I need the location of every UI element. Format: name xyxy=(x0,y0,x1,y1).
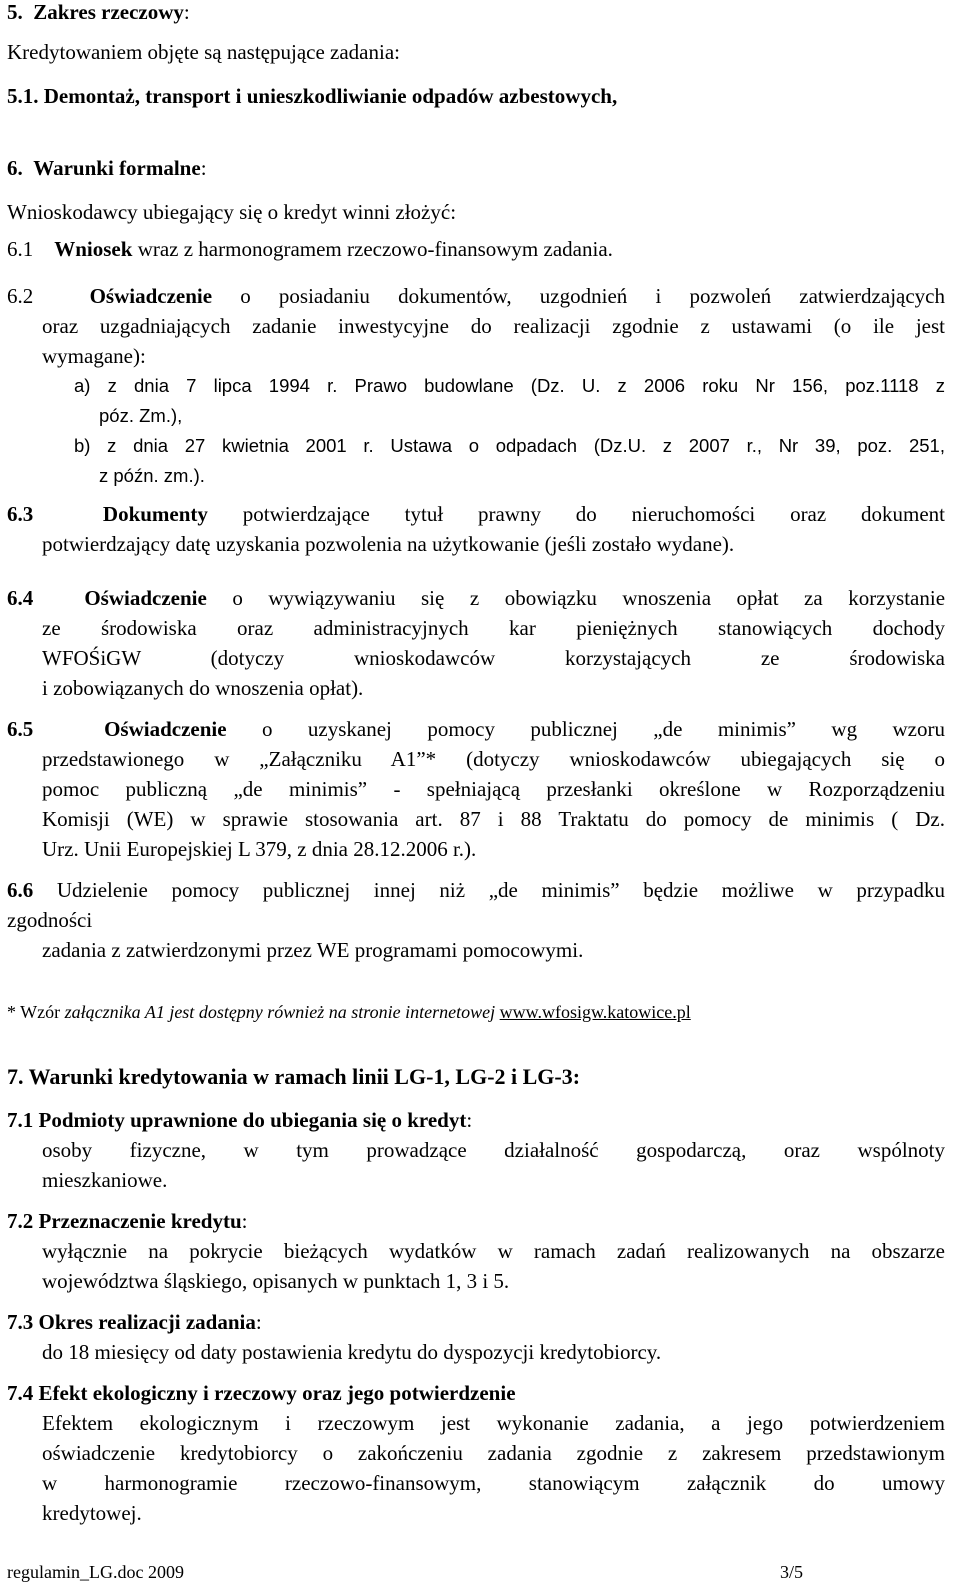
item-7-1-line-2: mieszkaniowe. xyxy=(42,1168,168,1192)
item-6-5-line-4: Komisji (WE) w sprawie stosowania art. 87 i 88 Traktatu do pomocy de minimis ( Dz. xyxy=(42,807,945,831)
item-6-4-line-2: ze środowiska oraz administracyjnych kar pieniężnych stanowiących dochody xyxy=(42,616,945,640)
section-title: Zakres rzeczowy xyxy=(33,0,184,24)
item-6-4-line-4: i zobowiązanych do wnoszenia opłat). xyxy=(42,676,364,700)
item-number: 6.6 xyxy=(7,878,34,902)
item-6-5-line-5: Urz. Unii Europejskiej L 379, z dnia 28.12.2006 r.). xyxy=(42,837,477,861)
item-text: o uzyskanej pomocy publicznej „de minimis” wg wzoru xyxy=(262,717,945,741)
item-6-2-b-line-2: z późn. zm.). xyxy=(99,465,205,486)
item-6-2-line-1 xyxy=(7,281,945,311)
item-6-6-line-1 xyxy=(7,875,945,905)
item-7-1-line-1: osoby fizyczne, w tym prowadzące działalność gospodarczą, oraz wspólnoty xyxy=(42,1138,945,1162)
item-number: 6.3 xyxy=(7,502,34,526)
item-6-2-line-3: wymagane): xyxy=(42,344,146,368)
item-keyword: Oświadczenie xyxy=(89,284,213,308)
item-number: 6.5 xyxy=(7,717,34,741)
item-text: potwierdzające tytuł prawny do nieruchomości oraz dokument xyxy=(242,502,946,526)
item-7-4-heading: 7.4 Efekt ekologiczny i rzeczowy oraz jego potwierdzenie xyxy=(7,1381,516,1405)
item-7-3-heading: 7.3 Okres realizacji zadania: xyxy=(7,1310,262,1334)
item-text: o posiadaniu dokumentów, uzgodnień i pozwoleń zatwierdzających xyxy=(240,284,945,308)
item-heading: 7.1 Podmioty uprawnione do ubiegania się o kredyt xyxy=(7,1108,467,1132)
item-number: 6.4 xyxy=(7,586,34,610)
item-6-6-line-2: zgodności xyxy=(7,908,93,932)
item-6-5-line-2: przedstawionego w „Załączniku A1”* (dotyczy wnioskodawców ubiegających się o xyxy=(42,747,945,771)
item-7-2-heading: 7.2 Przeznaczenie kredytu: xyxy=(7,1209,248,1233)
item-6-2-a-line-1: a) z dnia 7 lipca 1994 r. Prawo budowlane (Dz. U. z 2006 roku Nr 156, poz.1118 z xyxy=(74,375,945,396)
footnote-text: załącznika A1 jest dostępny również na stronie internetowej xyxy=(64,1002,496,1022)
item-6-2-line-2: oraz uzgadniających zadanie inwestycyjne do realizacji zgodnie z ustawami (o ile jest xyxy=(42,314,945,338)
item-6-4-line-3: WFOŚiGW (dotyczy wnioskodawców korzystających ze środowiska xyxy=(42,646,945,670)
footer-filename: regulamin_LG.doc 2009 xyxy=(7,1562,184,1582)
section-title: Warunki formalne xyxy=(33,156,201,180)
footnote-marker: * Wzór xyxy=(7,1002,61,1022)
item-heading: 7.2 Przeznaczenie kredytu xyxy=(7,1209,242,1233)
item-6-1 xyxy=(7,234,945,264)
item-6-5-line-3: pomoc publiczną „de minimis” - spełniającą przesłanki określone w Rozporządzeniu xyxy=(42,777,945,801)
item-6-2-b-line-1: b) z dnia 27 kwietnia 2001 r. Ustawa o odpadach (Dz.U. z 2007 r., Nr 39, poz. 251, xyxy=(74,435,945,456)
item-6-2-a-line-2: póz. Zm.), xyxy=(99,405,183,426)
item-keyword: Oświadczenie xyxy=(104,717,227,741)
item-6-4-line-1 xyxy=(7,583,945,613)
item-number: 6.2 xyxy=(7,284,34,308)
item-keyword: Wniosek xyxy=(54,237,133,261)
item-7-4-line-1: Efektem ekologicznym i rzeczowym jest wykonanie zadania, a jego potwierdzeniem xyxy=(42,1411,945,1435)
item-number: 6.1 xyxy=(7,237,34,261)
item-7-3-line-1: do 18 miesięcy od daty postawienia kredytu do dyspozycji kredytobiorcy. xyxy=(42,1340,662,1364)
item-6-6-line-3: zadania z zatwierdzonymi przez WE programami pomocowymi. xyxy=(42,938,584,962)
item-text: wraz z harmonogramem rzeczowo-finansowym zadania. xyxy=(137,237,613,261)
item-heading: 7.3 Okres realizacji zadania xyxy=(7,1310,256,1334)
item-6-5-line-1 xyxy=(7,714,945,744)
item-5-1: 5.1. Demontaż, transport i unieszkodliwianie odpadów azbestowych, xyxy=(7,84,618,108)
item-7-4-line-3: w harmonogramie rzeczowo-finansowym, stanowiącym załącznik do umowy xyxy=(42,1471,945,1495)
section-number: 5. xyxy=(7,0,23,24)
item-keyword: Oświadczenie xyxy=(84,586,207,610)
item-7-2-line-1: wyłącznie na pokrycie bieżących wydatków w ramach zadań realizowanych na obszarze xyxy=(42,1239,945,1263)
footer-page-number: 3/5 xyxy=(779,1562,803,1582)
item-text: o wywiązywaniu się z obowiązku wnoszenia opłat za korzystanie xyxy=(232,586,946,610)
item-text: Udzielenie pomocy publicznej innej niż „de minimis” będzie możliwe w przypadku xyxy=(56,878,946,902)
item-7-4-line-4: kredytowej. xyxy=(42,1501,142,1525)
item-7-1-heading: 7.1 Podmioty uprawnione do ubiegania się o kredyt: xyxy=(7,1108,473,1132)
section-number: 6. xyxy=(7,156,23,180)
section-6-intro: Wnioskodawcy ubiegający się o kredyt winni złożyć: xyxy=(7,200,457,224)
section-6-heading: 6. Warunki formalne: xyxy=(7,156,207,180)
item-7-2-line-2: województwa śląskiego, opisanych w punktach 1, 3 i 5. xyxy=(42,1269,510,1293)
item-6-3-line-1 xyxy=(7,499,945,529)
item-keyword: Dokumenty xyxy=(102,502,208,526)
website-link[interactable]: www.wfosigw.katowice.pl xyxy=(499,1002,691,1022)
item-6-3-line-2: potwierdzający datę uzyskania pozwolenia na użytkowanie (jeśli zostało wydane). xyxy=(42,532,735,556)
section-7-heading: 7. Warunki kredytowania w ramach linii LG-1, LG-2 i LG-3: xyxy=(7,1064,581,1089)
section-5-intro: Kredytowaniem objęte są następujące zadania: xyxy=(7,40,400,64)
item-7-4-line-2: oświadczenie kredytobiorcy o zakończeniu zadania zgodnie z zakresem przedstawionym xyxy=(42,1441,945,1465)
section-5-heading: 5. Zakres rzeczowy: xyxy=(7,0,190,24)
page-footer xyxy=(7,1557,803,1587)
footnote xyxy=(7,997,945,1027)
